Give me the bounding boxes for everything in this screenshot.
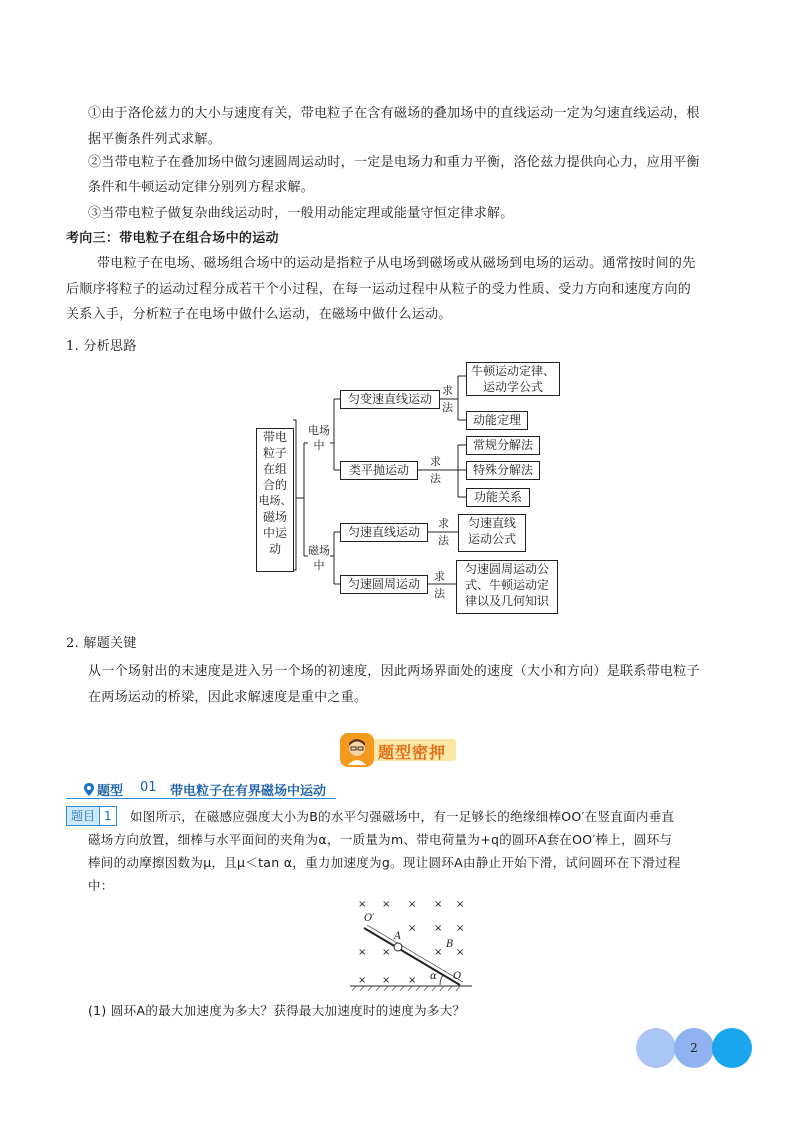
problem-tag-number: 1	[99, 807, 116, 825]
teacher-avatar-icon	[340, 733, 374, 767]
decor-circle-left	[636, 1028, 676, 1068]
figure-label-b: B	[446, 939, 454, 950]
svg-text:×: ×	[358, 947, 367, 958]
diagram-root	[256, 428, 294, 572]
fa-label: 法	[438, 534, 449, 547]
figure-label-a: A	[394, 931, 402, 942]
diagram-method-uniform-accel: 匀变速直线运动	[340, 390, 440, 409]
svg-text:×: ×	[382, 947, 391, 958]
root-line: 合的	[262, 478, 287, 492]
type-label: 题型	[97, 784, 124, 799]
subsection-2-title: 2. 解题关键	[66, 636, 137, 651]
result-line: 匀速圆周运动公	[464, 562, 549, 576]
diagram-method-projectile: 类平抛运动	[340, 461, 418, 480]
problem-line-2: 磁场方向放置，细棒与水平面间的夹角为α，一质量为m、带电荷量为+q的圆环A套在OO′棒上，圆环与	[88, 832, 673, 847]
intro-line-3: 关系入手，分析粒子在电场中做什么运动，在磁场中做什么运动。	[66, 307, 452, 322]
svg-text:×: ×	[456, 923, 465, 934]
paragraph-3-line-1: ③当带电粒子做复杂曲线运动时，一般用动能定理或能量守恒定律求解。	[88, 206, 514, 221]
svg-text:×: ×	[358, 899, 367, 910]
svg-text:×: ×	[358, 975, 367, 986]
root-line: 中运	[262, 526, 287, 540]
root-line: 动	[268, 542, 281, 556]
diagram-result-work-energy: 功能关系	[466, 488, 530, 507]
root-line: 粒子	[262, 446, 287, 460]
diagram-method-circular: 匀速圆周运动	[340, 575, 428, 594]
diagram-result-linear-formula	[458, 514, 526, 552]
figure-label-alpha: α	[430, 971, 437, 982]
svg-text:×: ×	[456, 899, 465, 910]
result-line: 匀速直线	[467, 516, 516, 530]
efield-line: 电场	[308, 424, 330, 437]
intro-line-1: 带电粒子在电场、磁场组合场中的运动是指粒子从电场到磁场或从磁场到电场的运动。通常按时间的先	[97, 256, 696, 271]
paragraph-1-line-2: 据平衡条件列式求解。	[88, 132, 222, 147]
svg-text:×: ×	[456, 947, 465, 958]
magnetic-field-figure	[350, 895, 472, 991]
figure-label-o-prime: O′	[364, 913, 375, 924]
problem-tag-label: 题目	[71, 809, 96, 823]
page-number-circle	[674, 1028, 714, 1068]
root-line: 磁场	[262, 510, 287, 524]
qiu-label: 求	[438, 517, 449, 530]
diagram-result-circular-formula	[456, 560, 558, 614]
section-heading-3: 考向三：带电粒子在组合场中的运动	[66, 231, 279, 246]
qiu-label: 求	[442, 384, 453, 397]
fa-label: 法	[442, 401, 453, 414]
diagram-electric-field-label	[306, 423, 332, 453]
subsection-1-title: 1. 分析思路	[66, 339, 137, 354]
bfield-line: 磁场	[308, 544, 330, 557]
result-line: 式、牛顿运动定	[464, 578, 549, 592]
page-number: 2	[690, 1041, 698, 1055]
problem-line-1: 如图所示，在磁感应强度大小为B的水平匀强磁场中，有一足够长的绝缘细棒OO′在竖直面内垂直	[130, 809, 675, 824]
diagram-result-energy-theorem: 动能定理	[466, 411, 528, 430]
qiu-label: 求	[430, 455, 441, 468]
svg-text:×: ×	[434, 947, 443, 958]
svg-text:×: ×	[382, 975, 391, 986]
svg-text:×: ×	[382, 899, 391, 910]
svg-text:×: ×	[408, 899, 417, 910]
paragraph-1-line-1: ①由于洛伦兹力的大小与速度有关，带电粒子在含有磁场的叠加场中的直线运动一定为匀速直线运动，根	[88, 106, 700, 121]
paragraph-2-line-2: 条件和牛顿运动定律分别列方程求解。	[88, 180, 315, 195]
question-type-banner	[340, 733, 458, 767]
fa-label: 法	[430, 472, 441, 485]
result-line: 运动公式	[467, 532, 516, 546]
svg-text:×: ×	[434, 899, 443, 910]
problem-tag	[66, 806, 117, 826]
result-line: 运动学公式	[482, 380, 543, 394]
efield-line: 中	[313, 439, 325, 452]
diagram-result-newton	[466, 362, 560, 396]
bfield-line: 中	[313, 559, 325, 572]
type-title: 带电粒子在有界磁场中运动	[170, 784, 327, 799]
diagram-result-special-decomp: 特殊分解法	[466, 461, 540, 480]
intro-line-2: 后顺序将粒子的运动过程分成若干个小过程，在每一运动过程中从粒子的受力性质、受力方向和速度方向的	[66, 282, 692, 297]
paragraph-2-line-1: ②当带电粒子在叠加场中做匀速圆周运动时，一定是电场力和重力平衡，洛伦兹力提供向心力，应用平衡	[88, 155, 700, 170]
figure-label-o: O	[453, 971, 462, 982]
diagram-method-uniform-linear: 匀速直线运动	[340, 523, 428, 542]
decor-circle-right	[712, 1028, 752, 1068]
location-pin-icon	[84, 781, 94, 793]
qiu-label: 求	[434, 570, 445, 583]
root-line: 在组	[262, 462, 287, 476]
problem-line-3: 棒间的动摩擦因数为μ，且μ＜tan α，重力加速度为g。现让圆环A由静止开始下滑，试问圆环在下滑过程	[88, 855, 681, 870]
question-1: (1) 圆环A的最大加速度为多大？获得最大加速度时的速度为多大？	[88, 1003, 466, 1018]
svg-text:×: ×	[434, 923, 443, 934]
result-line: 牛顿运动定律、	[470, 364, 555, 378]
banner-title: 题型密押	[378, 743, 447, 762]
svg-text:×: ×	[408, 975, 417, 986]
type-heading-underline	[66, 798, 336, 799]
result-line: 律以及几何知识	[464, 594, 549, 608]
svg-text:×: ×	[408, 923, 417, 934]
key-line-1: 从一个场射出的末速度是进入另一个场的初速度，因此两场界面处的速度（大小和方向）是联系带电粒子	[88, 664, 700, 679]
diagram-result-standard-decomp: 常规分解法	[466, 436, 540, 455]
problem-line-4: 中：	[88, 878, 114, 893]
diagram-magnetic-field-label	[306, 543, 332, 573]
key-line-2: 在两场运动的桥梁，因此求解速度是重中之重。	[88, 690, 368, 705]
root-line: 电场、	[258, 494, 292, 507]
type-number: 01	[140, 780, 157, 795]
fa-label: 法	[434, 587, 445, 600]
root-line: 带电	[262, 430, 287, 444]
